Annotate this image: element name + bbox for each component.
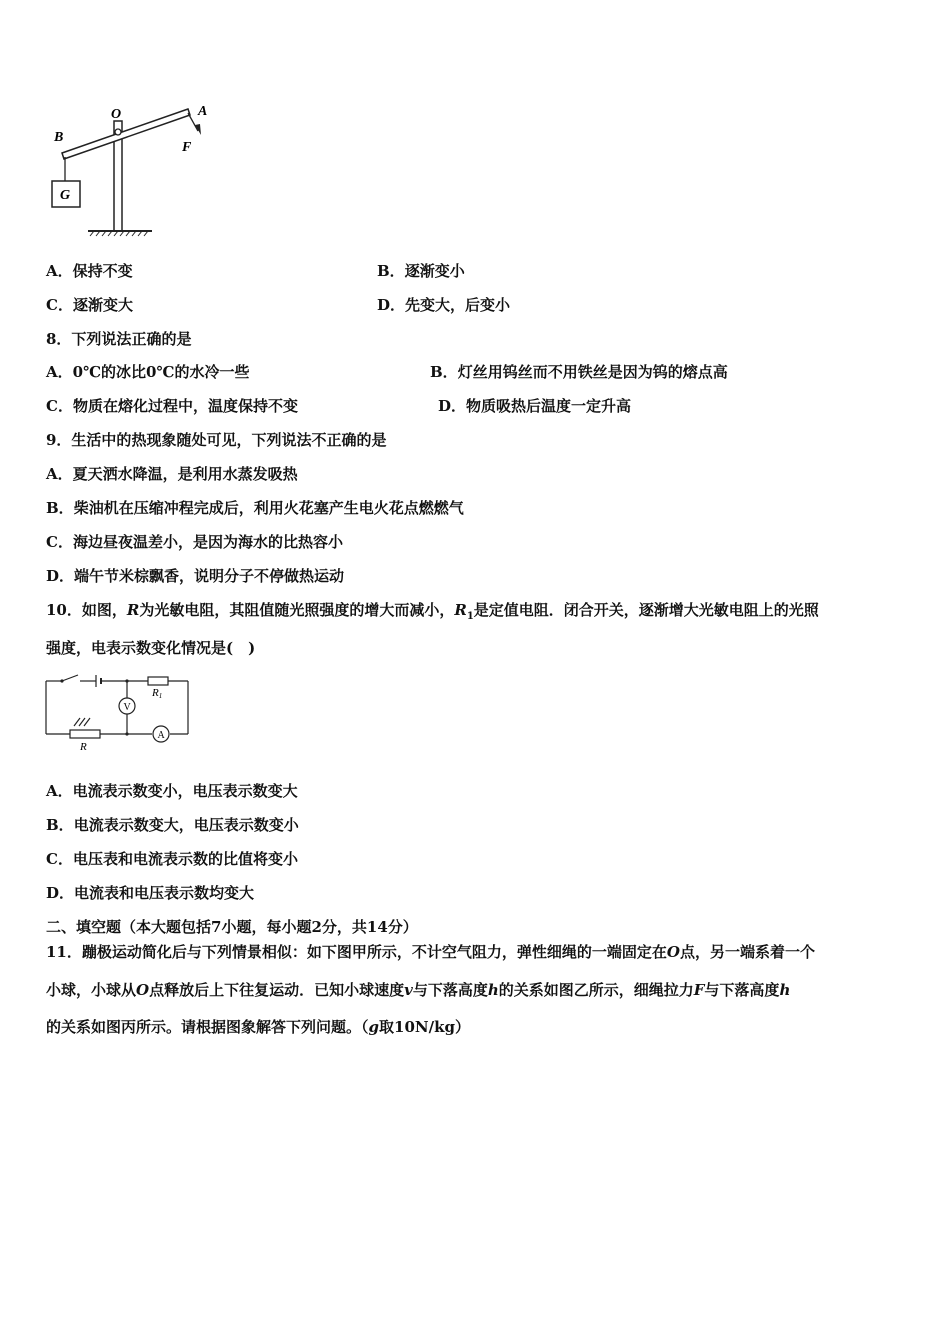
label-f: F (182, 140, 192, 155)
q7-option-a: A．保持不变 (46, 262, 133, 280)
q10-option-b: B．电流表示数变大，电压表示数变小 (46, 816, 299, 834)
q7-option-d: D．先变大，后变小 (377, 296, 511, 314)
q10-stem-line2: 强度，电表示数变化情况是( ) (46, 639, 256, 657)
label-o: O (111, 107, 122, 122)
q7-option-c: C．逐渐变大 (46, 296, 133, 314)
section2-title: 二、填空题（本大题包括7小题，每小题2分，共14分） (46, 918, 418, 936)
q9-option-b: B．柴油机在压缩冲程完成后，利用火花塞产生电火花点燃燃气 (46, 499, 464, 517)
ammeter-label: A (157, 730, 165, 741)
label-b: B (54, 130, 64, 145)
label-g: G (60, 188, 71, 203)
q11-line3: 的关系如图丙所示。请根据图象解答下列问题。（g取10N/kg） (46, 1018, 470, 1036)
q11-line1: 11．蹦极运动简化后与下列情景相似：如下图甲所示，不计空气阻力，弹性细绳的一端固定在O点，另一端系着一个 (46, 943, 815, 961)
voltmeter-label: V (123, 702, 131, 713)
q10-option-a: A．电流表示数变小，电压表示数变大 (46, 782, 298, 800)
circuit-diagram (40, 668, 200, 758)
q10-option-c: C．电压表和电流表示数的比值将变小 (46, 850, 298, 868)
q8-option-d: D．物质吸热后温度一定升高 (438, 397, 632, 415)
q11-line2: 小球，小球从O点释放后上下往复运动．已知小球速度v与下落高度h的关系如图乙所示，细绳拉力F与下落高度h (46, 981, 791, 999)
r1-label: R1 (152, 687, 163, 700)
q7-option-b: B．逐渐变小 (377, 262, 465, 280)
q8-option-c: C．物质在熔化过程中，温度保持不变 (46, 397, 298, 415)
q9-stem: 9．生活中的热现象随处可见，下列说法不正确的是 (46, 431, 387, 449)
q9-option-d: D．端午节米棕飘香，说明分子不停做热运动 (46, 567, 345, 585)
r-label: R (80, 741, 87, 753)
q9-option-a: A．夏天洒水降温，是利用水蒸发吸热 (46, 465, 298, 483)
lever-diagram (40, 95, 220, 240)
label-a: A (198, 104, 208, 119)
circuit-figure (40, 668, 200, 758)
lever-figure (40, 95, 220, 240)
q10-stem-line1: 10．如图，R为光敏电阻，其阻值随光照强度的增大而减小，$R_1$是定值电阻．闭合开关，逐渐增大光敏电阻上的光照 (46, 601, 819, 622)
q8-option-b: B．灯丝用钨丝而不用铁丝是因为钨的熔点高 (430, 363, 728, 381)
q8-stem: 8．下列说法正确的是 (46, 330, 192, 348)
q9-option-c: C．海边昼夜温差小，是因为海水的比热容小 (46, 533, 343, 551)
q8-option-a: A．0℃的冰比0℃的水冷一些 (46, 363, 250, 381)
q10-option-d: D．电流表和电压表示数均变大 (46, 884, 255, 902)
